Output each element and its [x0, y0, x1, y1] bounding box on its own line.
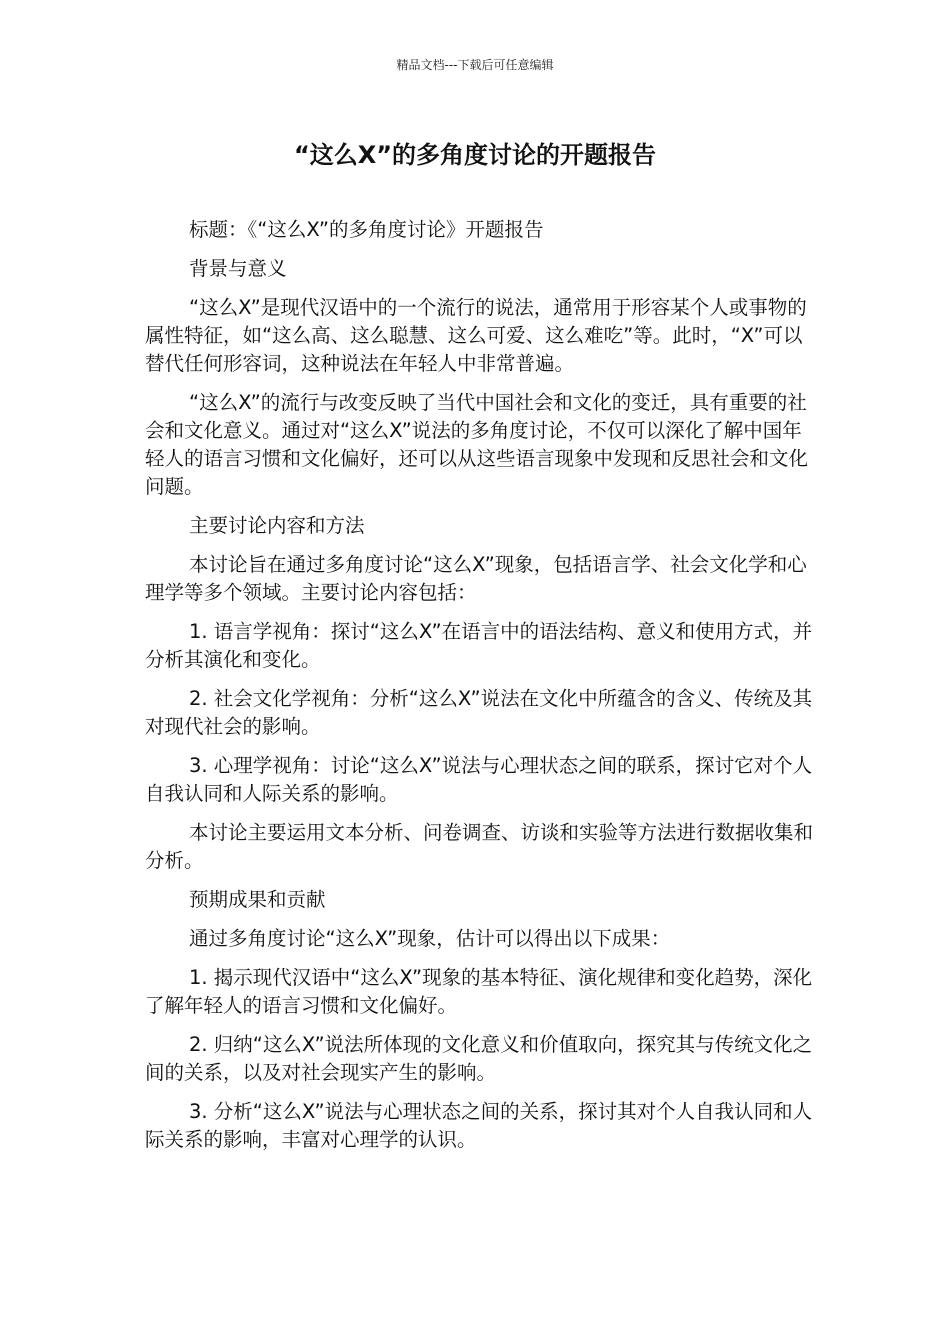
- paragraph-methods-intro: 本讨论旨在通过多角度讨论“这么X”现象，包括语言学、社会文化学和心理学等多个领域。主要讨论内容包括：: [145, 553, 807, 604]
- paragraph-background-1: “这么X”是现代汉语中的一个流行的说法，通常用于形容某个人或事物的属性特征，如“这么高、这么聪慧、这么可爱、这么难吃”等。此时，“X”可以替代任何形容词，这种说法在年轻人中非常普遍。: [145, 296, 807, 375]
- paragraph-methods-summary: 本讨论主要运用文本分析、问卷调查、访谈和实验等方法进行数据收集和分析。: [145, 821, 814, 872]
- list-item-outcome-1: 1. 揭示现代汉语中“这么X”现象的基本特征、演化规律和变化趋势，深化了解年轻人的语言习惯和文化偏好。: [145, 966, 813, 1017]
- list-item-sociocultural: 2. 社会文化学视角：分析“这么X”说法在文化中所蕴含的含义、传统及其对现代社会的影响。: [145, 687, 813, 738]
- list-item-linguistics: 1. 语言学视角：探讨“这么X”在语言中的语法结构、意义和使用方式，并分析其演化和变化。: [145, 620, 813, 671]
- paragraph-outcomes-intro: 通过多角度讨论“这么X”现象，估计可以得出以下成果：: [189, 927, 671, 950]
- paragraph-background-2: “这么X”的流行与改变反映了当代中国社会和文化的变迁，具有重要的社会和文化意义。通过对“这么X”说法的多角度讨论，不仅可以深化了解中国年轻人的语言习惯和文化偏好，还可以从这些语言现象中发现和反思社会和文化问题。: [145, 391, 809, 498]
- section-heading-background: 背景与意义: [189, 257, 287, 280]
- section-heading-outcomes: 预期成果和贡献: [189, 888, 326, 911]
- document-body: [145, 216, 817, 1165]
- list-item-psychology: 3. 心理学视角：讨论“这么X”说法与心理状态之间的联系，探讨它对个人自我认同和人际关系的影响。: [145, 754, 813, 805]
- list-item-outcome-3: 3. 分析“这么X”说法与心理状态之间的关系，探讨其对个人自我认同和人际关系的影响，丰富对心理学的认识。: [145, 1100, 813, 1151]
- title-line: 标题：《“这么X”的多角度讨论》开题报告: [189, 218, 544, 241]
- section-heading-methods: 主要讨论内容和方法: [189, 514, 365, 537]
- header-note: 精品文档---下载后可任意编辑: [396, 58, 554, 72]
- document-title: “这么X”的多角度讨论的开题报告: [293, 141, 657, 169]
- list-item-outcome-2: 2. 归纳“这么X”说法所体现的文化意义和价值取向，探究其与传统文化之间的关系，以及对社会现实产生的影响。: [145, 1033, 813, 1084]
